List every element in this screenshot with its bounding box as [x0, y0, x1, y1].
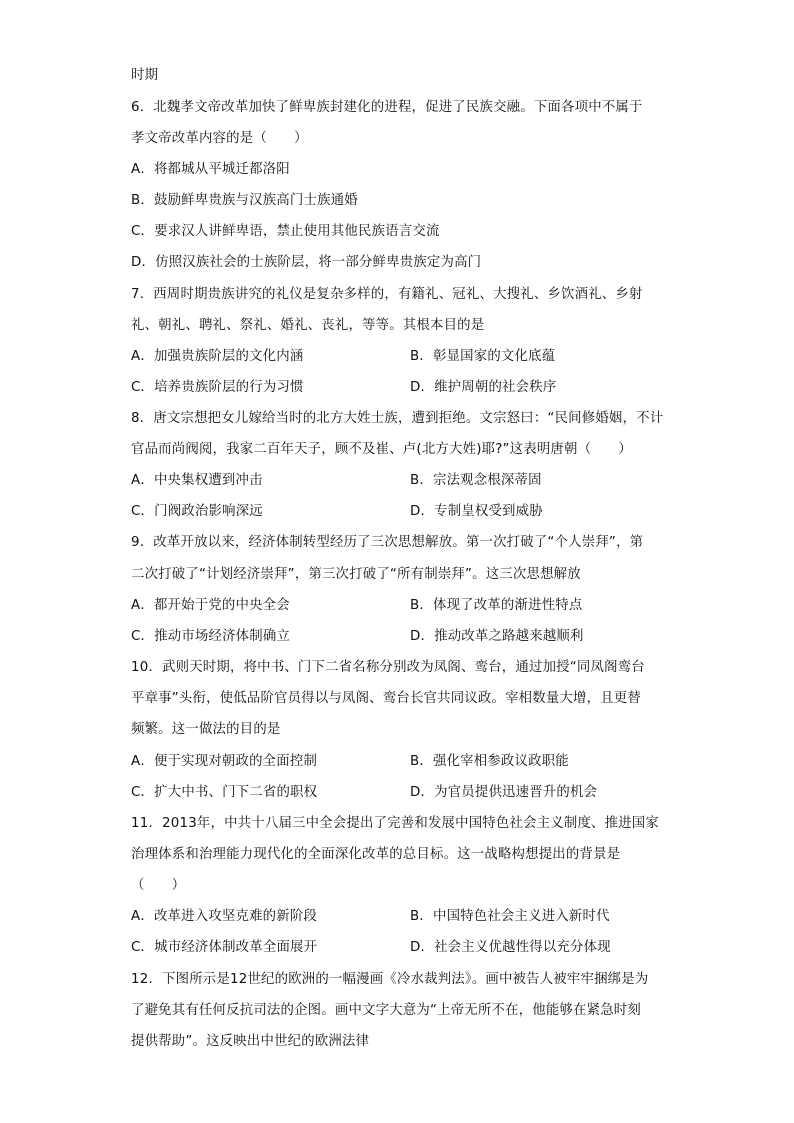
q12-stem-line-2: 了避免其有任何反抗司法的企图。画中文字大意为“上帝无所不在，他能够在紧急时刻 — [131, 1003, 641, 1018]
q12-stem-line-3: 提供帮助”。这反映出中世纪的欧洲法律 — [131, 1034, 370, 1049]
q11-stem-line-3: （ ） — [131, 878, 186, 893]
q8-option-b: B．宗法观念根深蒂固 — [410, 473, 542, 488]
q10-stem-line-3: 频繁。这一做法的目的是 — [131, 722, 281, 737]
q10-option-c: C．扩大中书、门下二省的职权 — [131, 785, 318, 800]
q11-option-d: D．社会主义优越性得以充分体现 — [410, 940, 611, 955]
q9-option-c: C．推动市场经济体制确立 — [131, 629, 291, 644]
q11-option-a: A．改革进入攻坚克难的新阶段 — [131, 909, 318, 924]
q6-option-a: A．将都城从平城迁都洛阳 — [131, 162, 290, 177]
q8-stem-line-1: 8．唐文宗想把女儿嫁给当时的北方大姓士族，遭到拒绝。文宗怒曰：“民间修婚姻，不计 — [131, 411, 664, 426]
q9-option-b: B．体现了改革的渐进性特点 — [410, 598, 583, 613]
q6-stem-line-2: 孝文帝改革内容的是（ ） — [131, 131, 308, 146]
q6-option-c: C．要求汉人讲鲜卑语，禁止使用其他民族语言交流 — [131, 224, 440, 239]
q11-stem-line-2: 治理体系和治理能力现代化的全面深化改革的总目标。这一战略构想提出的背景是 — [131, 847, 621, 862]
q6-option-b: B．鼓励鲜卑贵族与汉族高门士族通婚 — [131, 193, 358, 208]
q8-option-c: C．门阀政治影响深远 — [131, 504, 263, 519]
q10-option-b: B．强化宰相参政议政职能 — [410, 754, 569, 769]
q9-stem-line-2: 二次打破了“计划经济崇拜”，第三次打破了“所有制崇拜”。这三次思想解放 — [131, 567, 581, 582]
q10-option-a: A．便于实现对朝政的全面控制 — [131, 754, 318, 769]
q11-option-b: B．中国特色社会主义进入新时代 — [410, 909, 610, 924]
q7-option-b: B．彰显国家的文化底蕴 — [410, 349, 556, 364]
top-fragment: 时期 — [131, 68, 159, 83]
q6-stem-line-1: 6．北魏孝文帝改革加快了鲜卑族封建化的进程，促进了民族交融。下面各项中不属于 — [131, 100, 643, 115]
q11-stem-line-1: 11．2013年，中共十八届三中全会提出了完善和发展中国特色社会主义制度、推进国家 — [131, 816, 659, 831]
q8-option-d: D．专制皇权受到威胁 — [410, 504, 543, 519]
q11-option-c: C．城市经济体制改革全面展开 — [131, 940, 318, 955]
q10-stem-line-2: 平章事”头衔，使低品阶官员得以与凤阁、鸾台长官共同议政。宰相数量大增，且更替 — [131, 691, 641, 706]
q7-option-d: D．维护周朝的社会秩序 — [410, 380, 557, 395]
q10-option-d: D．为官员提供迅速晋升的机会 — [410, 785, 598, 800]
q9-stem-line-1: 9．改革开放以来，经济体制转型经历了三次思想解放。第一次打破了“个人崇拜”，第 — [131, 535, 644, 550]
q7-option-c: C．培养贵族阶层的行为习惯 — [131, 380, 304, 395]
q7-stem-line-1: 7．西周时期贵族讲究的礼仪是复杂多样的，有籍礼、冠礼、大搜礼、乡饮酒礼、乡射 — [131, 287, 643, 302]
q9-option-d: D．推动改革之路越来越顺利 — [410, 629, 584, 644]
q7-stem-line-2: 礼、朝礼、聘礼、祭礼、婚礼、丧礼，等等。其根本目的是 — [131, 318, 485, 333]
q10-stem-line-1: 10．武则天时期，将中书、门下二省名称分别改为凤阁、鸾台，通过加授“同凤阁鸾台 — [131, 660, 645, 675]
q9-option-a: A．都开始于党的中央全会 — [131, 598, 290, 613]
q8-option-a: A．中央集权遭到冲击 — [131, 473, 263, 488]
q7-option-a: A．加强贵族阶层的文化内涵 — [131, 349, 304, 364]
q12-stem-line-1: 12．下图所示是12世纪的欧洲的一幅漫画《冷水裁判法》。画中被告人被牢牢捆绑是为 — [131, 972, 649, 987]
q8-stem-line-2: 官品而尚阀阅，我家二百年天子，顾不及崔、卢(北方大姓)耶?”这表明唐朝（ ） — [131, 442, 632, 457]
q6-option-d: D．仿照汉族社会的士族阶层，将一部分鲜卑贵族定为高门 — [131, 255, 482, 270]
